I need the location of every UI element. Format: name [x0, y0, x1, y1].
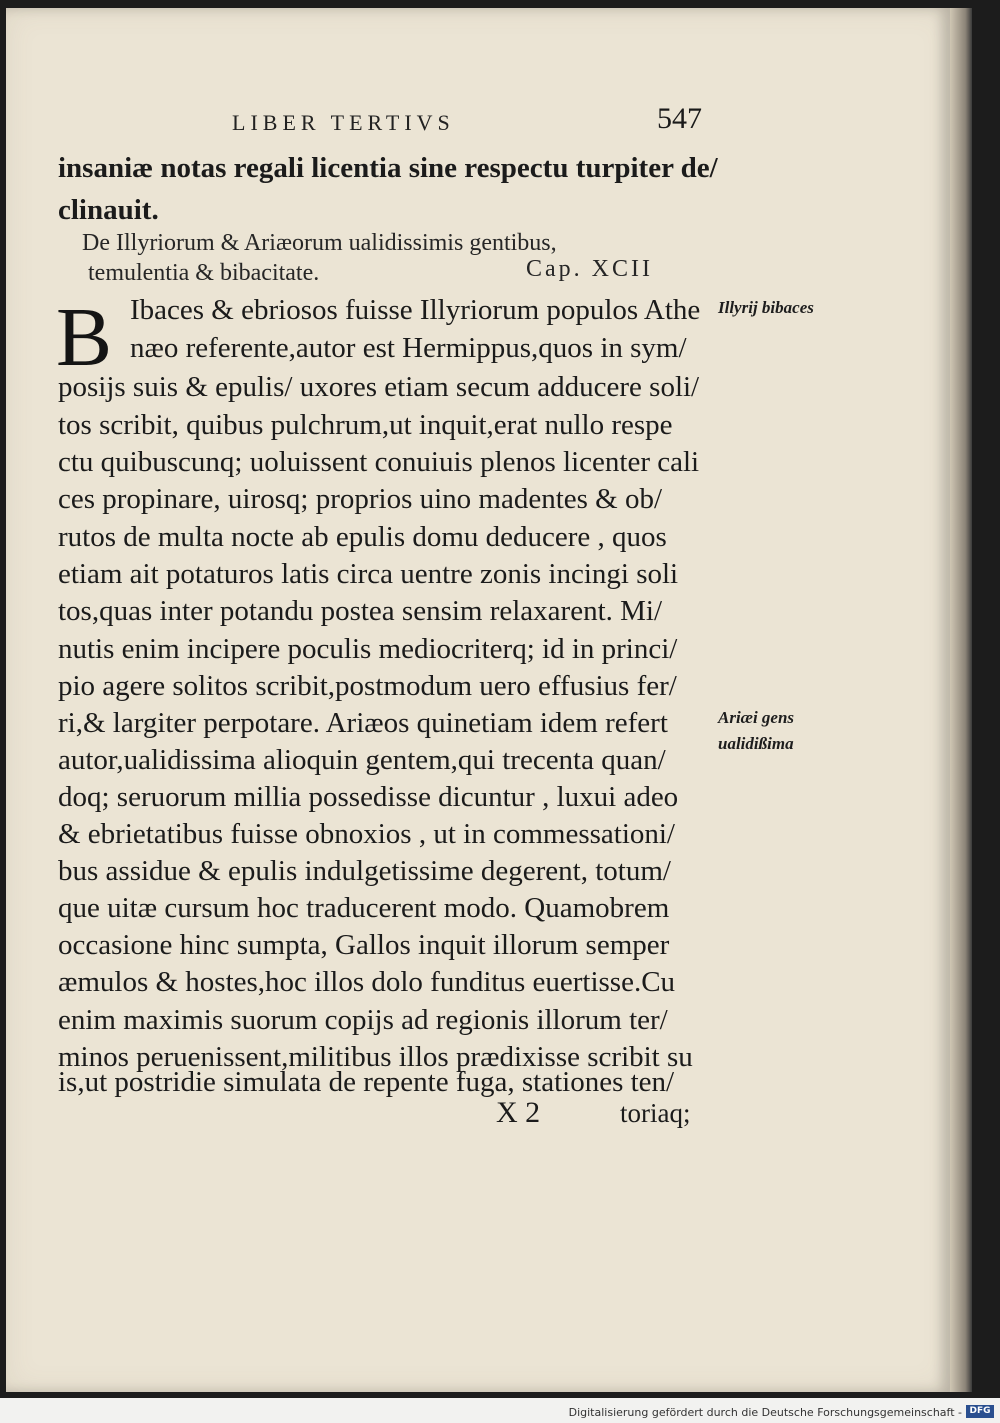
body-line: rutos de multa nocte ab epulis domu deducere , quos	[58, 521, 667, 553]
chapter-heading-line: De Illyriorum & Ariæorum ualidissimis gentibus,	[82, 230, 557, 256]
marginal-note: Illyrij bibaces	[718, 298, 814, 317]
body-line: & ebrietatibus fuisse obnoxios , ut in commessationi/	[58, 818, 675, 850]
chapter-heading-line: temulentia & bibacitate.	[88, 260, 320, 286]
body-line: minos peruenissent,militibus illos prædixisse scribit su	[58, 1041, 693, 1073]
running-title: LIBER TERTIVS	[232, 110, 455, 135]
body-line: occasione hinc sumpta, Gallos inquit illorum semper	[58, 929, 670, 961]
body-line: bus assidue & epulis indulgetissime degerent, totum/	[58, 855, 671, 887]
marginal-note: ualidißima	[718, 734, 794, 753]
body-line: næo referente,autor est Hermippus,quos in sym/	[130, 332, 687, 364]
body-line: nutis enim incipere poculis mediocriterq; id in princi/	[58, 633, 678, 665]
body-line: Ibaces & ebriosos fuisse Illyriorum populos Athe	[130, 294, 701, 326]
body-line: ces propinare, uirosq; proprios uino madentes & ob/	[58, 483, 663, 515]
catchword: toriaq;	[620, 1098, 691, 1128]
digitization-credit: Digitalisierung gefördert durch die Deutsche Forschungsgemeinschaft -	[568, 1406, 962, 1419]
body-line: autor,ualidissima alioquin gentem,qui trecenta quan/	[58, 744, 666, 776]
opening-line: insaniæ notas regali licentia sine respectu turpiter de/	[58, 152, 718, 184]
running-head	[232, 102, 702, 140]
body-line: pio agere solitos scribit,postmodum uero effusius fer/	[58, 670, 677, 702]
body-line: tos,quas inter potandu postea sensim relaxarent. Mi/	[58, 595, 663, 627]
body-line: æmulos & hostes,hoc illos dolo funditus euertisse.Cu	[58, 966, 676, 998]
body-line: tos scribit, quibus pulchrum,ut inquit,erat nullo respe	[58, 409, 673, 441]
body-line: is,ut postridie simulata de repente fuga, stationes ten/	[58, 1066, 675, 1098]
body-line: ctu quibuscunq; uoluissent conuiuis plenos licenter cali	[58, 446, 700, 478]
drop-cap-initial: B	[56, 291, 113, 384]
body-line: ri,& largiter perpotare. Ariæos quinetiam idem refert	[58, 707, 668, 739]
page-number: 547	[657, 102, 702, 135]
chapter-number: Cap. XCII	[526, 256, 653, 282]
dfg-logo: DFG	[966, 1405, 994, 1418]
body-line: que uitæ cursum hoc traducerent modo. Quamobrem	[58, 892, 670, 924]
signature-mark: X 2	[496, 1096, 541, 1129]
marginal-note: Ariæi gens	[718, 708, 795, 727]
body-line: doq; seruorum millia possedisse dicuntur , luxui adeo	[58, 781, 679, 813]
body-line: enim maximis suorum copijs ad regionis illorum ter/	[58, 1004, 668, 1036]
body-line: posijs suis & epulis/ uxores etiam secum adducere soli/	[58, 371, 700, 403]
body-line: etiam ait potaturos latis circa uentre zonis incingi soli	[58, 558, 679, 590]
opening-line: clinauit.	[58, 194, 159, 226]
page-edge	[950, 8, 972, 1392]
